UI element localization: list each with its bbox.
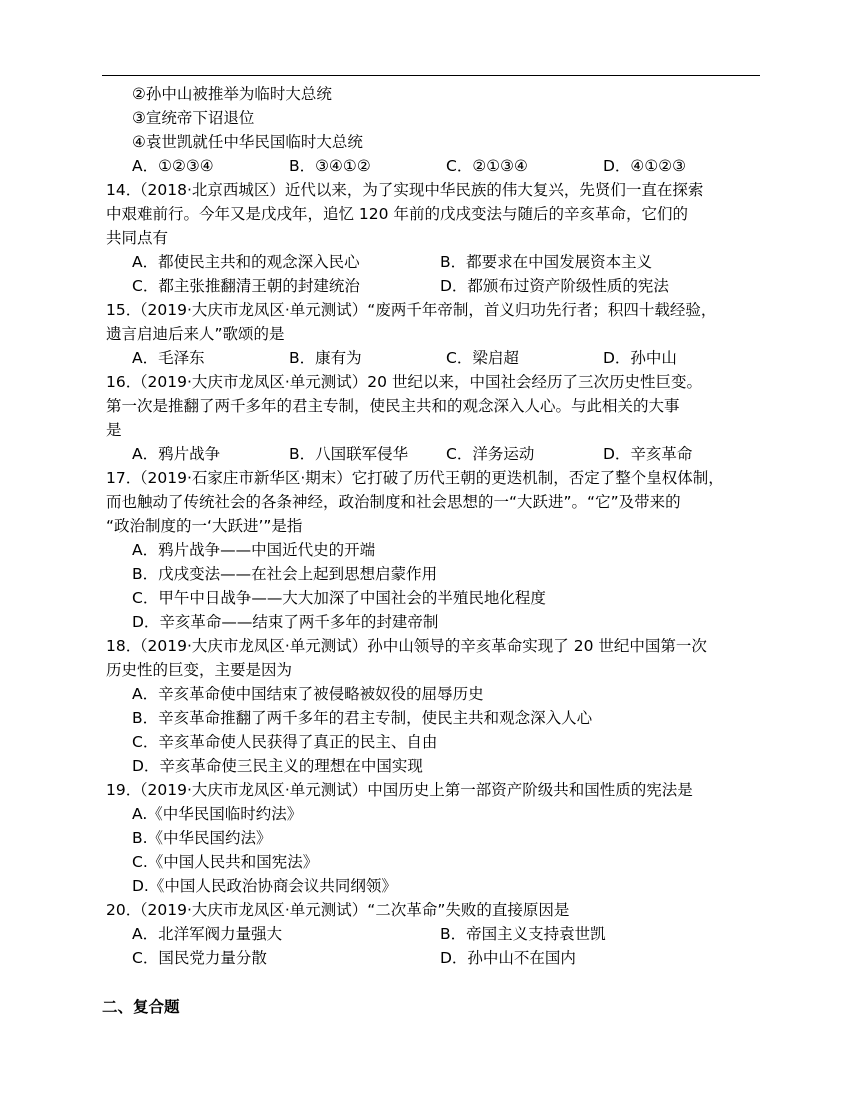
question-list <box>106 82 766 970</box>
option-c: C．②①③④ <box>446 157 528 175</box>
question-number: 17． <box>106 469 142 487</box>
option-d: D．④①②③ <box>603 157 687 175</box>
statement-item: ④袁世凯就任中华民国临时大总统 <box>132 133 363 151</box>
statement-item: ③宣统帝下诏退位 <box>132 109 255 127</box>
answer-options <box>106 154 766 178</box>
carry-over-question <box>106 82 766 178</box>
question-number: 16． <box>106 373 142 391</box>
question-18 <box>106 634 766 778</box>
answer-options <box>106 922 766 946</box>
option-c: C．国民党力量分散 <box>132 949 267 967</box>
option-c: C．甲午中日战争——大大加深了中国社会的半殖民地化程度 <box>132 589 546 607</box>
question-stem-line: （2019·大庆市龙凤区·单元测试）“二次革命”失败的直接原因是 <box>132 901 570 919</box>
option-c: C．洋务运动 <box>446 445 535 463</box>
question-17 <box>106 466 766 634</box>
option-a: A．①②③④ <box>132 157 214 175</box>
option-d: D．辛亥革命 <box>603 445 693 463</box>
question-stem-line: （2019·大庆市龙凤区·单元测试）孙中山领导的辛亥革命实现了 20 世纪中国第一次 <box>132 637 707 655</box>
question-19 <box>106 778 766 898</box>
question-stem-line: 第一次是推翻了两千多年的君主专制，使民主共和的观念深入人心。与此相关的大事 <box>106 397 680 415</box>
answer-options <box>106 250 766 274</box>
question-number: 14． <box>106 181 142 199</box>
answer-options <box>106 346 766 370</box>
option-b: B．都要求在中国发展资本主义 <box>440 253 653 271</box>
option-c: C．都主张推翻清王朝的封建统治 <box>132 277 360 295</box>
question-14 <box>106 178 766 298</box>
option-d: D．孙中山 <box>603 349 677 367</box>
option-b: B．八国联军侵华 <box>289 445 409 463</box>
question-16 <box>106 370 766 466</box>
question-number: 19． <box>106 781 142 799</box>
question-stem-line: 遗言启迪后来人”歌颂的是 <box>106 325 285 343</box>
option-a: A．鸦片战争——中国近代史的开端 <box>132 541 376 559</box>
option-d: D.《中国人民政治协商会议共同纲领》 <box>132 877 397 895</box>
option-d: D．都颁布过资产阶级性质的宪法 <box>440 277 669 295</box>
header-rule <box>102 75 760 76</box>
option-c: C.《中国人民共和国宪法》 <box>132 853 319 871</box>
question-stem-line: 而也触动了传统社会的各条神经，政治制度和社会思想的一“大跃进”。“它”及带来的 <box>106 493 681 511</box>
question-15 <box>106 298 766 370</box>
option-a: A.《中华民国临时约法》 <box>132 805 303 823</box>
option-b: B．辛亥革命推翻了两千多年的君主专制，使民主共和观念深入人心 <box>132 709 593 727</box>
question-stem-line: 是 <box>106 421 122 439</box>
question-number: 20． <box>106 901 142 919</box>
question-stem-line: （2019·大庆市龙凤区·单元测试）20 世纪以来，中国社会经历了三次历史性巨变。 <box>132 373 702 391</box>
option-b: B．③④①② <box>289 157 371 175</box>
question-stem-line: （2019·大庆市龙凤区·单元测试）“废两千年帝制，首义归功先行者；积四十载经验， <box>132 301 717 319</box>
option-a: A．毛泽东 <box>132 349 205 367</box>
option-b: B．戊戌变法——在社会上起到思想启蒙作用 <box>132 565 438 583</box>
question-stem-line: （2018·北京西城区）近代以来，为了实现中华民族的伟大复兴，先贤们一直在探索 <box>132 181 704 199</box>
option-b: B.《中华民国约法》 <box>132 829 272 847</box>
option-a: A．辛亥革命使中国结束了被侵略被奴役的屈辱历史 <box>132 685 484 703</box>
question-stem-line: 共同点有 <box>106 229 169 247</box>
option-a: A．鸦片战争 <box>132 445 221 463</box>
answer-options <box>106 946 766 970</box>
question-stem-line: （2019·大庆市龙凤区·单元测试）中国历史上第一部资产阶级共和国性质的宪法是 <box>132 781 693 799</box>
answer-options <box>106 274 766 298</box>
question-number: 15． <box>106 301 142 319</box>
option-d: D．孙中山不在国内 <box>440 949 576 967</box>
question-stem-line: “政治制度的一‘大跃进’”是指 <box>106 517 303 535</box>
option-d: D．辛亥革命——结束了两千多年的封建帝制 <box>132 613 439 631</box>
option-a: A．都使民主共和的观念深入民心 <box>132 253 360 271</box>
answer-options <box>106 442 766 466</box>
questions <box>106 178 766 970</box>
option-b: B．康有为 <box>289 349 362 367</box>
question-stem-line: （2019·石家庄市新华区·期末）它打破了历代王朝的更迭机制，否定了整个皇权体制， <box>132 469 724 487</box>
question-20 <box>106 898 766 970</box>
option-b: B．帝国主义支持袁世凯 <box>440 925 606 943</box>
option-d: D．辛亥革命使三民主义的理想在中国实现 <box>132 757 423 775</box>
question-stem-line: 中艰难前行。今年又是戊戌年，追忆 120 年前的戊戌变法与随后的辛亥革命，它们的 <box>106 205 688 223</box>
option-c: C．梁启超 <box>446 349 519 367</box>
statement-item: ②孙中山被推举为临时大总统 <box>132 85 332 103</box>
option-a: A．北洋军阀力量强大 <box>132 925 283 943</box>
question-stem-line: 历史性的巨变，主要是因为 <box>106 661 293 679</box>
section-heading: 二、复合题 <box>102 998 180 1016</box>
option-c: C．辛亥革命使人民获得了真正的民主、自由 <box>132 733 438 751</box>
question-number: 18． <box>106 637 142 655</box>
